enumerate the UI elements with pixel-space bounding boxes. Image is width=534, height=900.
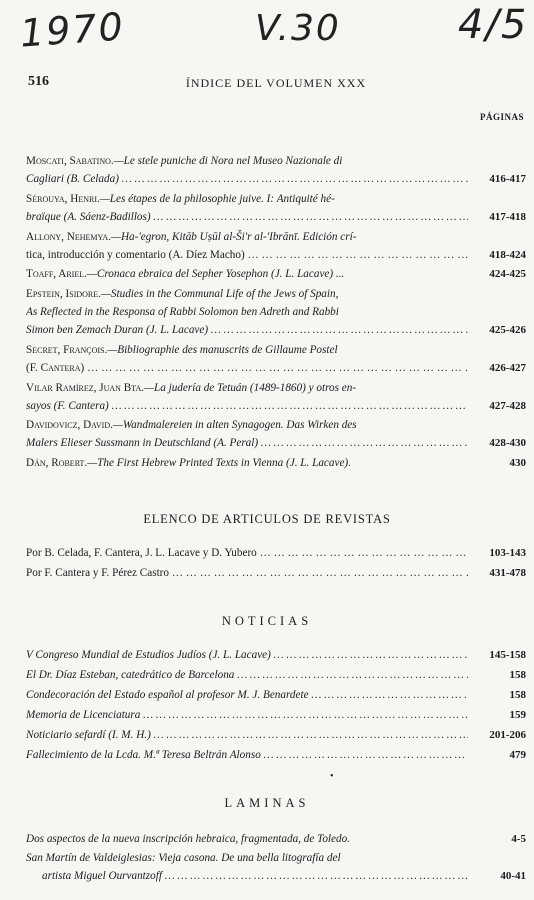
handwritten-number: 4/5: [458, 2, 529, 48]
lamina-text: Dos aspectos de la nueva inscripción hebraica, fragmentada, de Toledo.: [26, 833, 350, 845]
review-entry: [26, 341, 468, 377]
review-pages: 426-427: [489, 362, 526, 374]
review-pages: 424-425: [489, 268, 526, 280]
review-author: Secret, François.: [26, 344, 108, 356]
review-line: Malers Elieser Sussmann in Deutschland (A. Peral) … … … … … … … … … … … … … … … … … … … … … … … … … … … … … … … … … … … … …: [26, 434, 468, 452]
review-pages: 417-418: [489, 211, 526, 223]
review-entry: [26, 416, 468, 452]
lamina-text: artista Miguel Ourvantzoff … … … … … … … … … … … … … … … … … … … … … … … … … … … … … … … … … … … … …: [26, 867, 468, 885]
review-title: —Le stele puniche di Nora nel Museo Nazionale di: [113, 155, 343, 167]
review-entry: [26, 454, 468, 472]
article-pages: 103-143: [489, 547, 526, 559]
review-title: —Bibliographie des manuscrits de Gillaume Postel: [107, 344, 338, 356]
review-title: —Wandmalereien in alten Synagogen. Das Wirken des: [112, 419, 357, 431]
review-line: As Reflected in the Responsa of Rabbi Solomon ben Adreth and Rabbi: [26, 306, 339, 318]
noticia-text: Fallecimiento de la Lcda. M.ª Teresa Beltrán Alonso … … … … … … … … … … … … … … … … … … … … … … … … … … … … … … … … … … … … …: [26, 746, 468, 764]
lamina-pages: 40-41: [500, 870, 526, 882]
review-title: —Les étapes de la philosophie juive. I: Antiquité hé-: [99, 193, 335, 205]
page-header: [28, 74, 524, 94]
article-pages: 431-478: [489, 567, 526, 579]
review-title: —The First Hebrew Printed Texts in Vienna (J. L. Lacave).: [87, 457, 351, 469]
review-author: Vilar Ramírez, Juan Bta.: [26, 382, 145, 394]
review-author: Epstein, Isidore.: [26, 288, 101, 300]
laminas-section-title: LAMINAS: [224, 796, 310, 810]
bullet-mark: •: [330, 771, 334, 782]
noticia-text: V Congreso Mundial de Estudios Judíos (J. L. Lacave) … … … … … … … … … … … … … … … … … … … … … … … … … … … … … … … … … … … … …: [26, 646, 468, 664]
review-line: (F. Cantera) … … … … … … … … … … … … … … … … … … … … … … … … … … … … … … … … … … … … …: [26, 359, 468, 377]
noticia-entry: [26, 746, 468, 764]
review-pages: 416-417: [489, 173, 526, 185]
review-pages: 428-430: [489, 437, 526, 449]
article-entry: [26, 544, 468, 562]
lamina-entry: [26, 849, 468, 885]
articles-section-title: ELENCO DE ARTICULOS DE REVISTAS: [143, 512, 391, 526]
noticia-pages: 158: [509, 689, 526, 701]
review-line: tica, introducción y comentario (A. Díez Macho) … … … … … … … … … … … … … … … … … … … … … … … … … … … … … … … … … … … … …: [26, 246, 468, 264]
review-pages: 427-428: [489, 400, 526, 412]
review-line: sayos (F. Cantera) … … … … … … … … … … … … … … … … … … … … … … … … … … … … … … … … … … … … …: [26, 397, 468, 415]
review-title: —Cronaca ebraica del Sepher Yosephon (J. L. Lacave) ...: [86, 268, 345, 280]
lamina-entry: [26, 830, 468, 848]
noticia-entry: [26, 686, 468, 704]
review-pages: 425-426: [489, 324, 526, 336]
review-author: Moscati, Sabatino.: [26, 155, 114, 167]
noticia-pages: 158: [509, 669, 526, 681]
noticia-pages: 159: [509, 709, 526, 721]
noticia-text: Memoria de Licenciatura … … … … … … … … … … … … … … … … … … … … … … … … … … … … … … … … … … … … …: [26, 706, 468, 724]
page-number: 516: [28, 74, 49, 89]
running-title: ÍNDICE DEL VOLUMEN XXX: [185, 76, 367, 90]
review-line: Simon ben Zemach Duran (J. L. Lacave) … … … … … … … … … … … … … … … … … … … … … … … … … … … … … … … … … … … … …: [26, 321, 468, 339]
review-pages: 418-424: [489, 249, 526, 261]
review-author: Dán, Robert.: [26, 457, 88, 469]
noticia-entry: [26, 646, 468, 664]
noticia-text: Noticiario sefardí (I. M. H.) … … … … … … … … … … … … … … … … … … … … … … … … … … … … … … … … … … … … …: [26, 726, 468, 744]
review-entry: [26, 285, 468, 339]
noticia-text: El Dr. Díaz Esteban, catedrático de Barcelona … … … … … … … … … … … … … … … … … … … … … … … … … … … … … … … … … … … … …: [26, 666, 468, 684]
review-author: Allony, Nehemya.: [26, 231, 111, 243]
article-text: Por F. Cantera y F. Pérez Castro … … … … … … … … … … … … … … … … … … … … … … … … … … … … … … … … … … … … …: [26, 564, 468, 582]
review-title: —La judería de Tetuán (1489-1860) y otros en-: [144, 382, 357, 394]
noticia-entry: [26, 666, 468, 684]
review-entry: [26, 265, 468, 283]
handwritten-year: 1970: [18, 4, 127, 56]
review-entry: [26, 152, 468, 188]
review-entry: [26, 379, 468, 415]
review-author: Toaff, Ariel.: [26, 268, 87, 280]
noticia-entry: [26, 706, 468, 724]
pages-column-label: PÁGINAS: [479, 112, 524, 122]
noticia-text: Condecoración del Estado español al profesor M. J. Benardete … … … … … … … … … … … … … … … … … … … … … … … … … … … … … … … … … … … … …: [26, 686, 468, 704]
handwritten-volume: V.30: [255, 8, 341, 49]
noticia-entry: [26, 726, 468, 744]
noticias-section-title: NOTICIAS: [221, 614, 313, 628]
review-entry: [26, 228, 468, 264]
article-entry: [26, 564, 468, 582]
review-line: braïque (A. Sáenz-Badillos) … … … … … … … … … … … … … … … … … … … … … … … … … … … … … … … … … … … … …: [26, 208, 468, 226]
review-pages: 430: [509, 457, 526, 469]
noticia-pages: 145-158: [489, 649, 526, 661]
noticia-pages: 201-206: [489, 729, 526, 741]
review-entry: [26, 190, 468, 226]
review-author: Sérouya, Henri.: [26, 193, 100, 205]
review-author: Davidovicz, David.: [26, 419, 113, 431]
review-line: Cagliari (B. Celada) … … … … … … … … … … … … … … … … … … … … … … … … … … … … … … … … … … … … …: [26, 170, 468, 188]
review-title: —Ha-'egron, Kitāb Uṣūl al-Ši'r al-'Ibrānī. Edición crí-: [111, 231, 357, 243]
article-text: Por B. Celada, F. Cantera, J. L. Lacave y D. Yubero … … … … … … … … … … … … … … … … … … … … … … … … … … … … … … … … … … … … …: [26, 544, 468, 562]
lamina-text: San Martín de Valdeiglesias: Vieja casona. De una bella litografía del: [26, 852, 341, 864]
noticia-pages: 479: [509, 749, 526, 761]
lamina-pages: 4-5: [511, 833, 526, 845]
review-title: —Studies in the Communal Life of the Jews of Spain,: [100, 288, 339, 300]
